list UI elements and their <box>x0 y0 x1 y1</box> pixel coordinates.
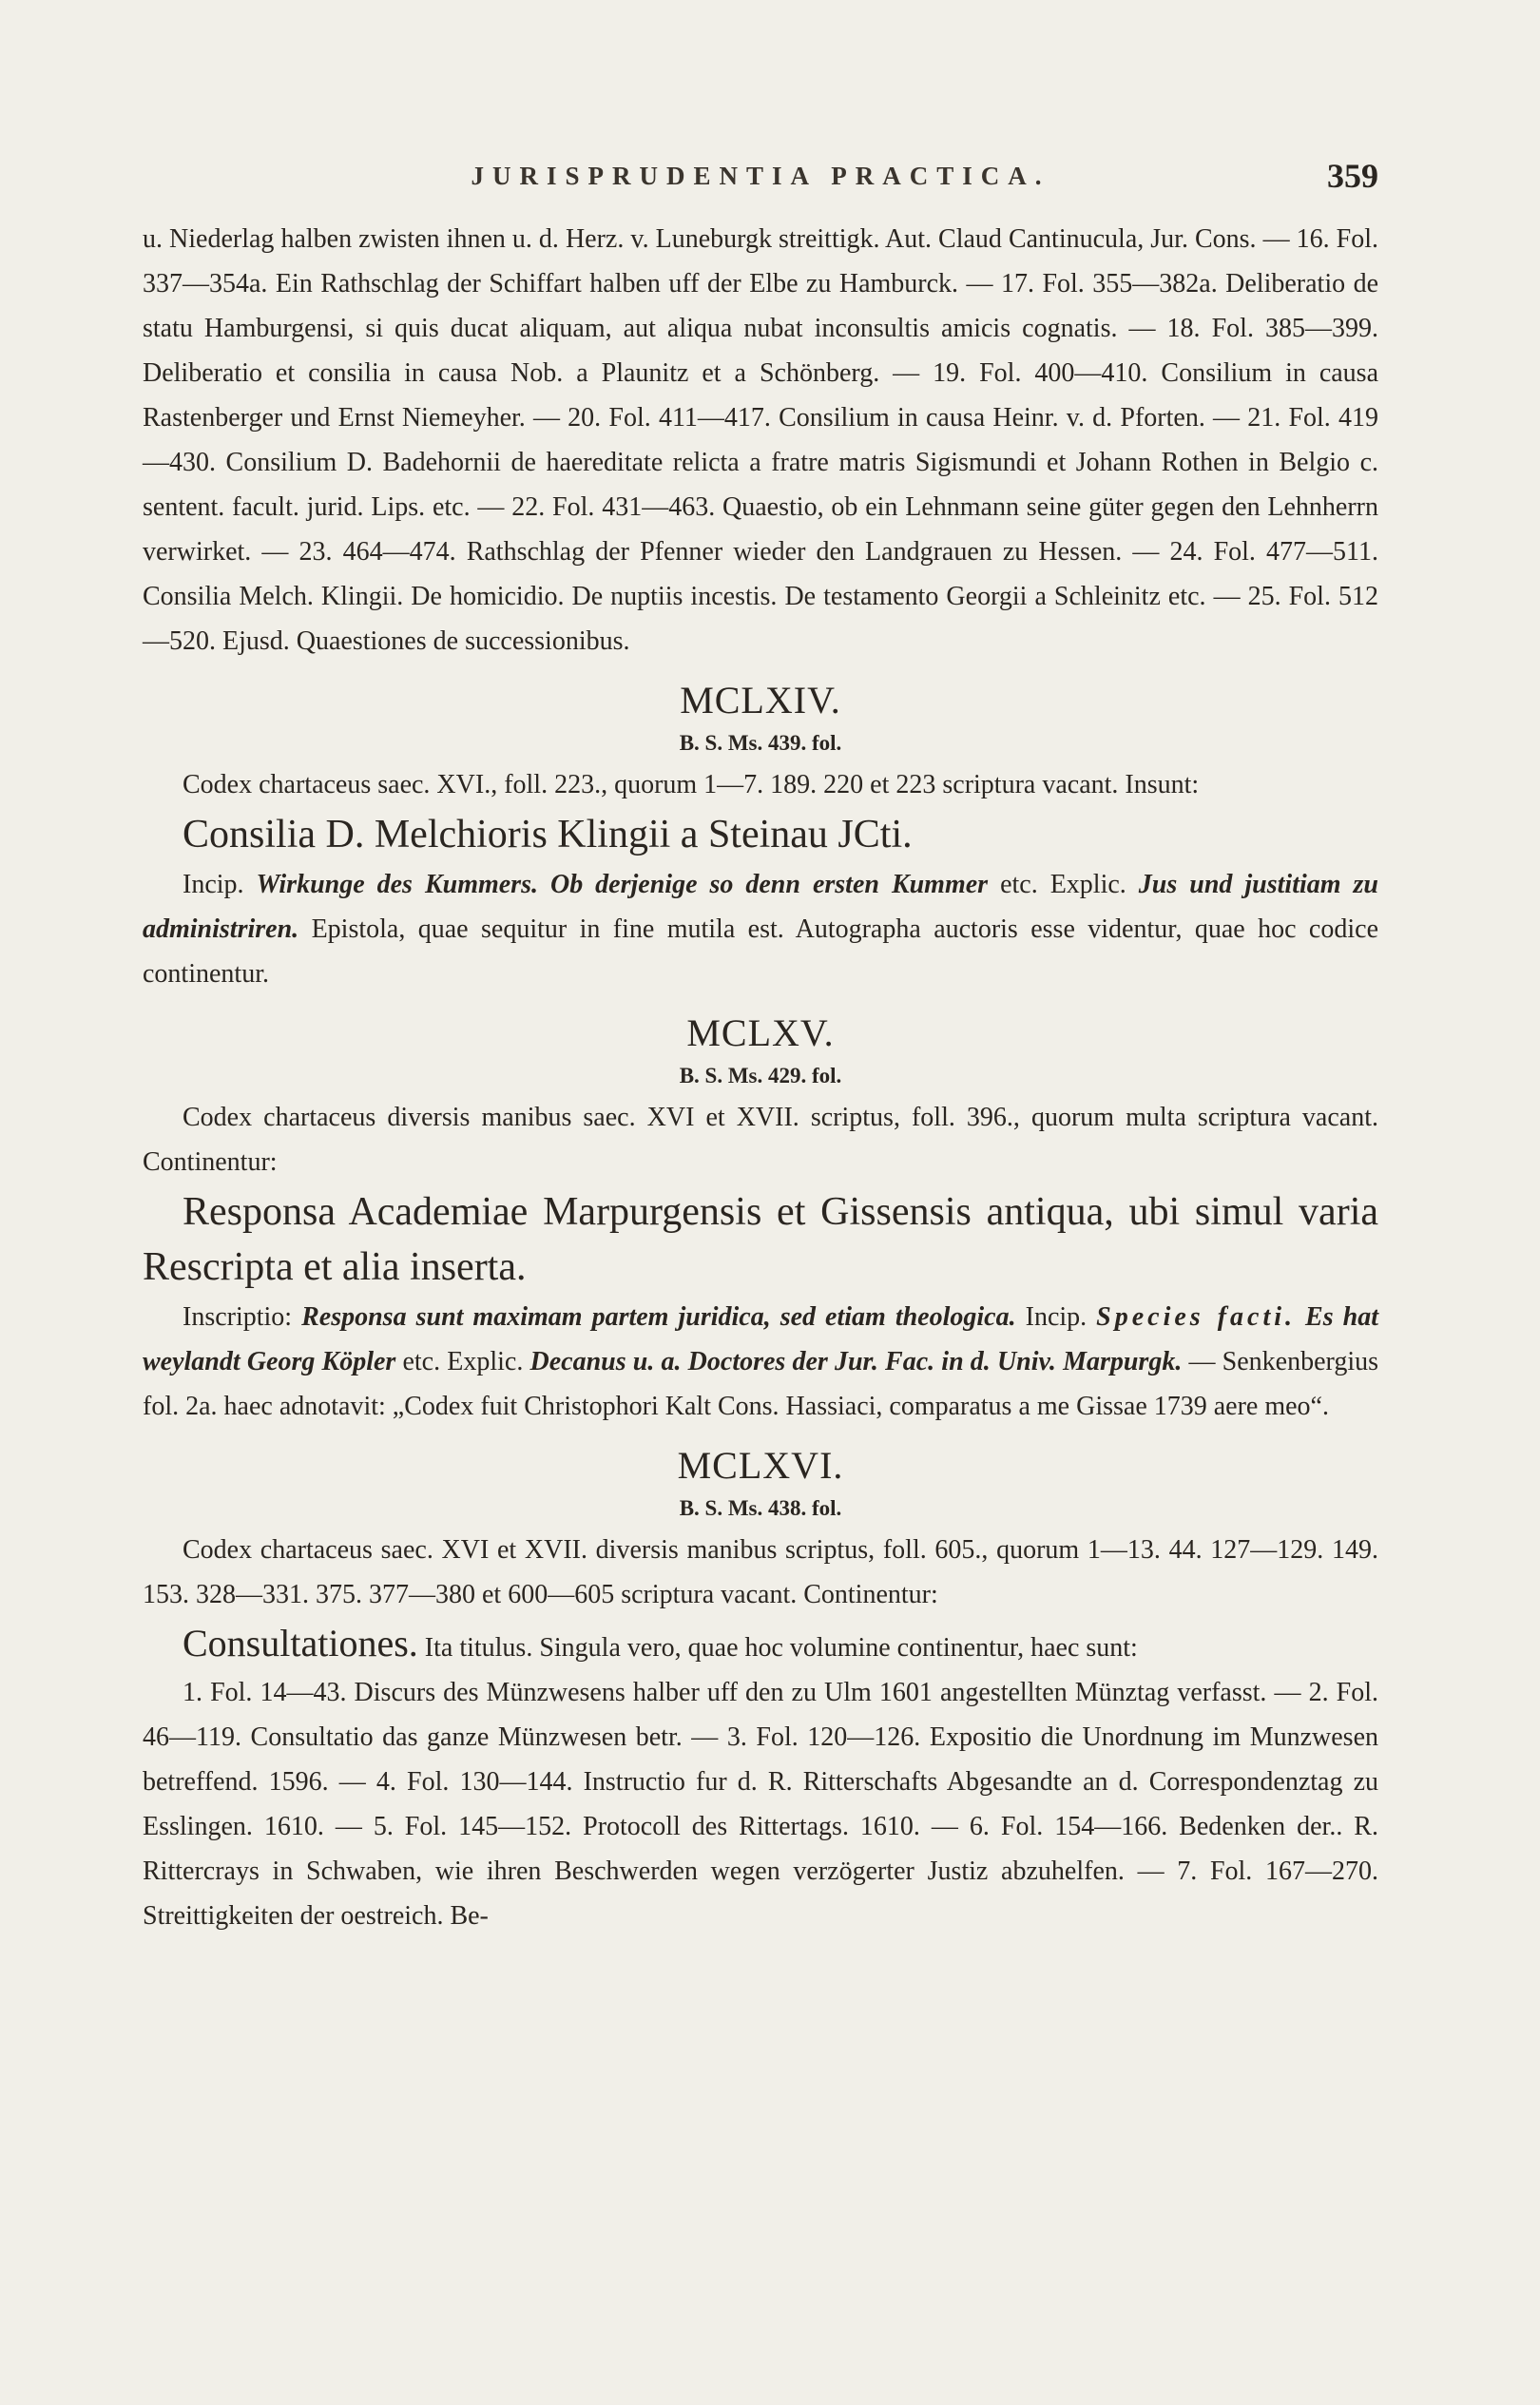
incip-label: Incip. <box>1025 1302 1088 1332</box>
section-title-mclxvi: Consultationes. <box>183 1622 418 1664</box>
inscr-label: Inscriptio: <box>183 1302 293 1332</box>
incip-label: Incip. <box>183 870 244 899</box>
section-signature-mclxv: B. S. Ms. 429. fol. <box>679 1064 842 1087</box>
incip-text: Wirkunge des Kummers. Ob derjenige so denn ersten Kummer <box>256 870 989 899</box>
section-signature-mclxvi: B. S. Ms. 438. fol. <box>679 1496 842 1520</box>
section-description-mclxv: Codex chartaceus diversis manibus saec. XVI et XVII. scriptus, foll. 396., quorum multa scriptura vacant. Continentur: <box>143 1103 1378 1177</box>
page-header <box>143 157 1378 209</box>
explic-text: Decanus u. a. Doctores der Jur. Fac. in d. Univ. Marpurgk. <box>529 1347 1183 1376</box>
page-body <box>143 217 1378 1938</box>
inscr-text: Responsa sunt maximam partem juridica, sed etiam theologica. <box>301 1302 1016 1332</box>
section-number-mclxvi: MCLXVI. <box>677 1444 844 1487</box>
incip-etc: etc. Explic. <box>1000 870 1126 899</box>
incip-etc: etc. Explic. <box>402 1347 524 1376</box>
section-title-mclxiv: Consilia D. Melchioris Klingii a Steinau JCti. <box>183 813 913 856</box>
section-signature-mclxiv: B. S. Ms. 439. fol. <box>679 731 842 755</box>
incip-spaced: Species facti. <box>1096 1302 1297 1332</box>
incip-text: Es hat weylandt Georg Köpler <box>143 1302 1378 1376</box>
section-contents-mclxvi: 1. Fol. 14—43. Discurs des Münzwesens halber uff den zu Ulm 1601 angestellten Münztag verfasst. — 2. Fol. 46—119. Consultatio das ganze Münzwesen betr. — 3. Fol. 120—126. Expositio die Unordnung im Munzwesen betreffend. 1596. — 4. Fol. 130—144. Instructio fur d. R. Ritterschafts Abgesandte an d. Correspondenztag zu Esslingen. 1610. — 5. Fol. 145—152. Protocoll des Rittertags. 1610. — 6. Fol. 154—166. Bedenken der.. R. Rittercrays in Schwaben, wie ihren Beschwerden wegen verzögerter Justiz abzuhelfen. — 7. Fol. 167—270. Streittigkeiten der oestreich. Be- <box>143 1678 1378 1931</box>
section-number-mclxv: MCLXV. <box>686 1011 835 1054</box>
running-head: JURISPRUDENTIA PRACTICA. <box>471 162 1050 190</box>
section-incipit-mclxv <box>143 1295 1378 1429</box>
section-incipit-mclxiv <box>143 862 1378 996</box>
section-description-mclxvi: Codex chartaceus saec. XVI et XVII. diversis manibus scriptus, foll. 605., quorum 1—13. 44. 127—129. 149. 153. 328—331. 375. 377—380 et 600—605 scriptura vacant. Continentur: <box>143 1535 1378 1609</box>
explic-text: Jus und justitiam zu administriren. <box>143 870 1379 944</box>
section-title-mclxv: Responsa Academiae Marpurgensis et Gissensis antiqua, ubi simul varia Rescripta et alia inserta. <box>143 1190 1378 1289</box>
section-remainder: Epistola, quae sequitur in fine mutila est. Autographa auctoris esse videntur, quae hoc codice continentur. <box>143 914 1378 989</box>
section-remainder: — Senkenbergius fol. 2a. haec adnotavit: „Codex fuit Christophori Kalt Cons. Hassiaci, comparatus a me Gissae 1739 aere meo“. <box>143 1347 1379 1421</box>
section-title-after: Ita titulus. Singula vero, quae hoc volumine continentur, haec sunt: <box>424 1633 1138 1663</box>
intro-paragraph: u. Niederlag halben zwisten ihnen u. d. Herz. v. Luneburgk streittigk. Aut. Claud Cantinucula, Jur. Cons. — 16. Fol. 337—354a. Ein Rathschlag der Schiffart halben uff der Elbe zu Hamburck. — 17. Fol. 355—382a. Deliberatio de statu Hamburgensi, si quis ducat aliquam, aut aliqua nubat inconsultis amicis cognatis. — 18. Fol. 385—399. Deliberatio et consilia in causa Nob. a Plaunitz et a Schönberg. — 19. Fol. 400—410. Consilium in causa Rastenberger und Ernst Niemeyher. — 20. Fol. 411—417. Consilium in causa Heinr. v. d. Pforten. — 21. Fol. 419—430. Consilium D. Badehornii de haereditate relicta a fratre matris Sigismundi et Johann Rothen in Belgio c. sentent. facult. jurid. Lips. etc. — 22. Fol. 431—463. Quaestio, ob ein Lehnmann seine güter gegen den Lehnherrn verwirket. — 23. 464—474. Rathschlag der Pfenner wieder den Landgrauen zu Hessen. — 24. Fol. 477—511. Consilia Melch. Klingii. De homicidio. De nuptiis incestis. De testamento Georgii a Schleinitz etc. — 25. Fol. 512—520. Ejusd. Quaestiones de successionibus. <box>143 224 1378 656</box>
page-number: 359 <box>1327 157 1378 195</box>
section-title-line-mclxvi <box>143 1621 1378 1670</box>
section-description-mclxiv: Codex chartaceus saec. XVI., foll. 223., quorum 1—7. 189. 220 et 223 scriptura vacant. Insunt: <box>183 770 1200 799</box>
section-number-mclxiv: MCLXIV. <box>680 679 841 722</box>
